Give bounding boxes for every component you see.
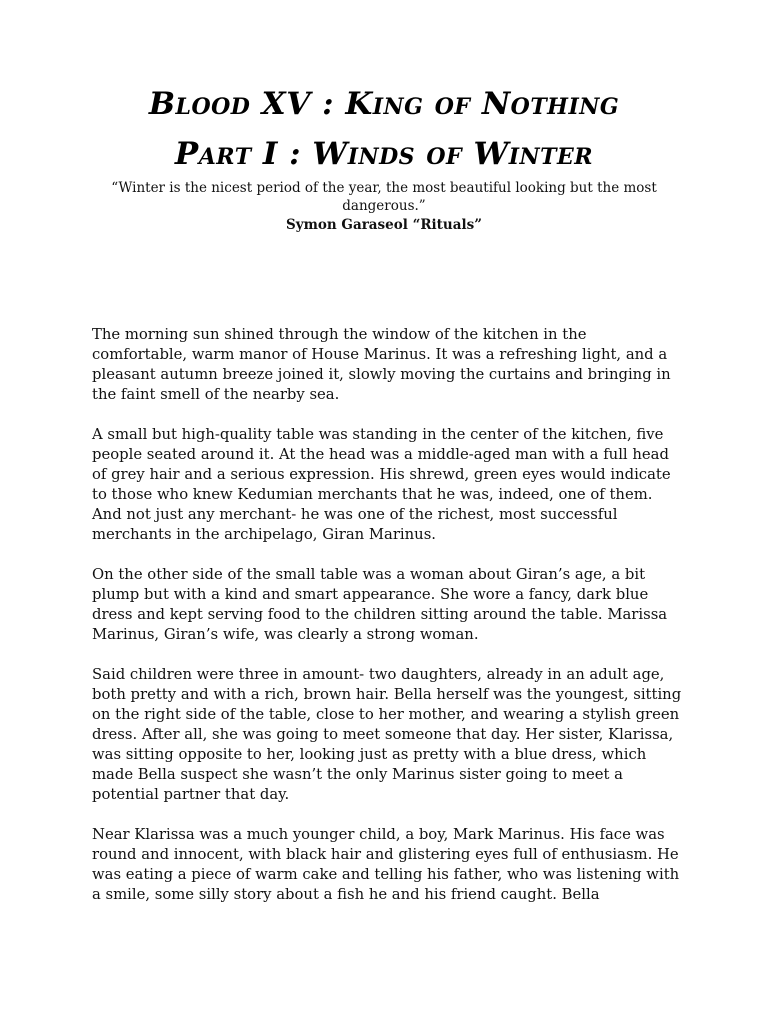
chapter-title-line-1: Blood XV : King of Nothing xyxy=(148,86,620,122)
epigraph-quote: “Winter is the nicest period of the year, the most beautiful looking but the most dangerous.” xyxy=(111,180,657,214)
chapter-title-line-2: Part I : Winds of Winter xyxy=(174,136,594,172)
paragraph: Near Klarissa was a much younger child, a boy, Mark Marinus. His face was round and innocent, with black hair and glistering eyes full of enthusiasm. He was eating a piece of warm cake and telling his father, who was listening with a smile, some silly story about a fish he and his friend caught. Bella xyxy=(92,826,680,903)
epigraph-attribution: Symon Garaseol “Rituals” xyxy=(286,217,482,233)
paragraph: The morning sun shined through the window of the kitchen in the comfortable, warm manor of House Marinus. It was a refreshing light, and a pleasant autumn breeze joined it, slowly moving the curtains and bringing in the faint smell of the nearby sea. xyxy=(92,326,671,403)
paragraph: On the other side of the small table was a woman about Giran’s age, a bit plump but with a kind and smart appearance. She wore a fancy, dark blue dress and kept serving food to the children sitting around the table. Marissa Marinus, Giran’s wife, was clearly a strong woman. xyxy=(92,566,668,643)
paragraph: A small but high-quality table was standing in the center of the kitchen, five people seated around it. At the head was a middle-aged man with a full head of grey hair and a serious expression. His shrewd, green eyes would indicate to those who knew Kedumian merchants that he was, indeed, one of them. And not just any merchant- he was one of the richest, most successful merchants in the archipelago, Giran Marinus. xyxy=(92,426,671,543)
paragraph: Said children were three in amount- two daughters, already in an adult age, both pretty and with a rich, brown hair. Bella herself was the youngest, sitting on the right side of the table, close to her mother, and wearing a stylish green dress. After all, she was going to meet someone that day. Her sister, Klarissa, was sitting opposite to her, looking just as pretty with a blue dress, which made Bella suspect she wasn’t the only Marinus sister going to meet a potential partner that day. xyxy=(92,666,682,803)
body-text xyxy=(92,325,682,925)
